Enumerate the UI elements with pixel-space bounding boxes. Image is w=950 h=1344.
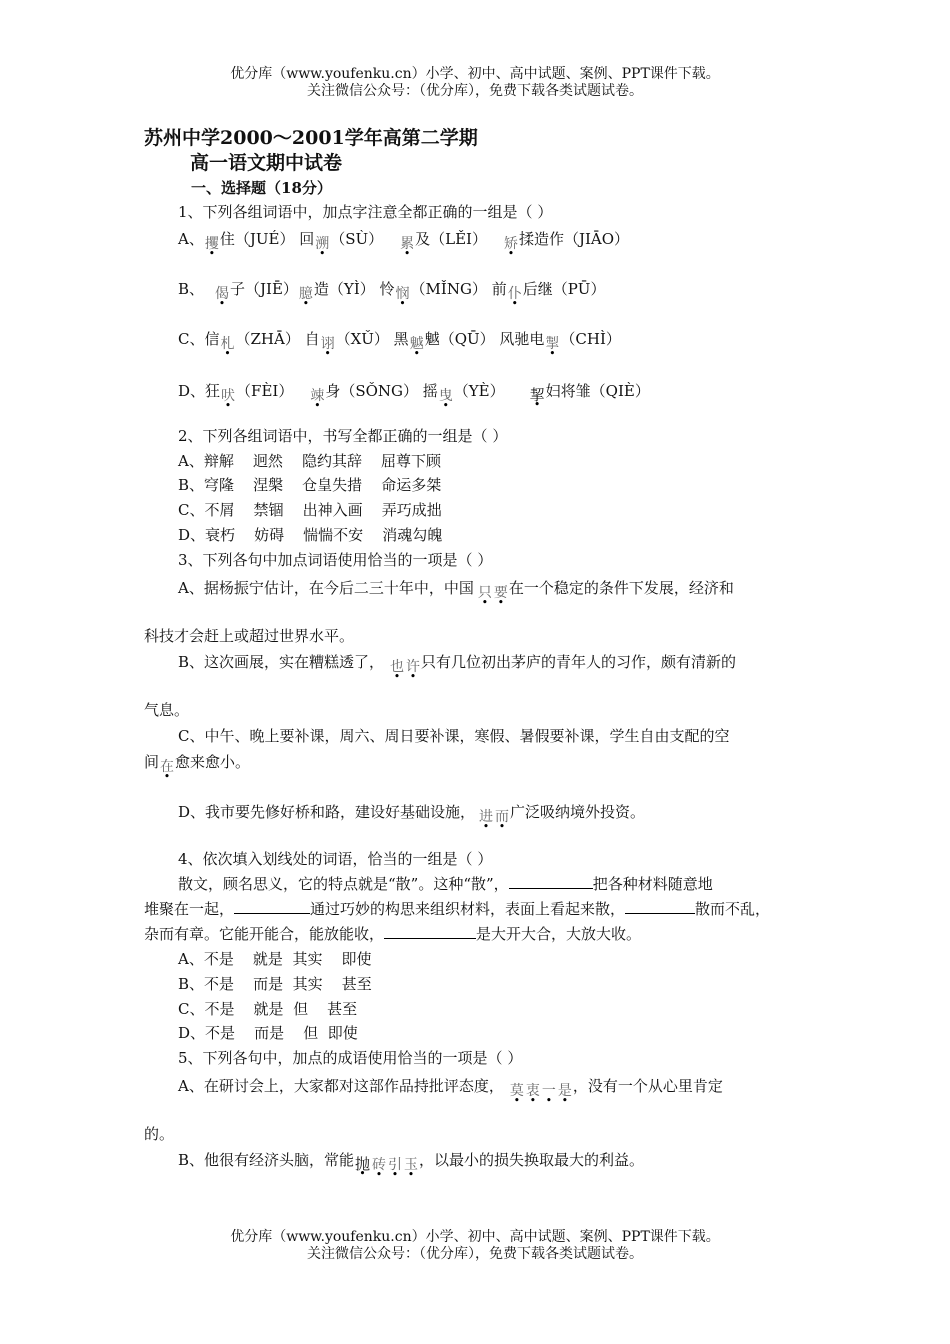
question-2-option-b: B、穹隆 涅槃 仓皇失措 命运多桀	[178, 476, 442, 494]
header-line-2: 关注微信公众号：（优分库），免费下载各类试题试卷。	[307, 83, 643, 99]
dotted-char: 悯	[395, 286, 410, 302]
dotted-char: 臆	[298, 286, 313, 302]
question-5-option-a: A、在研讨会上，大家都对这部作品持批评态度， 莫 衷 一 是，没有一个从心里肯定	[178, 1077, 723, 1099]
section-heading: 一、选择题（18分）	[191, 179, 332, 197]
dotted-char: 莫	[509, 1083, 524, 1099]
dotted-char: 札	[220, 336, 235, 352]
dotted-char: 累	[400, 236, 415, 252]
dotted-char: 要	[493, 585, 508, 601]
fill-blank	[509, 874, 593, 889]
dotted-char: 引	[388, 1157, 403, 1173]
question-4-passage-line-3: 杂而有章。它能开能合，能放能收， 是大开大合，大放大收。	[144, 925, 642, 943]
dotted-char: 魆	[409, 336, 424, 352]
question-4-option-b: B、不是 而是 其实 甚至	[178, 975, 372, 993]
dotted-char: 是	[557, 1083, 572, 1099]
question-3-option-c: C、中午、晚上要补课，周六、周日要补课，寒假、暑假要补课，学生自由支配的空	[178, 727, 730, 745]
question-1-option-d: D、狂吠（FÈI） 竦身（SǑNG） 摇曳（YÈ） 挈妇将雏（QIÈ）	[178, 382, 650, 404]
dotted-char: 抛	[355, 1155, 371, 1173]
page-header	[0, 66, 950, 100]
dotted-char: 只	[477, 585, 492, 601]
footer-line-1: 优分库（www.youfenku.cn）小学、初中、高中试题、案例、PPT课件下载。	[230, 1229, 720, 1245]
dotted-char: 挈	[529, 386, 545, 404]
question-1-option-c: C、信札（ZHĀ） 自诩（XǓ） 黑魆魆（QŪ） 风驰电掣（CHÌ）	[178, 330, 621, 352]
dotted-char: 竦	[310, 388, 325, 404]
question-2-option-c: C、不屑 禁锢 出神入画 弄巧成拙	[178, 501, 442, 519]
question-3-option-a: A、据杨振宁估计，在今后二三十年中，中国 只 要在一个稳定的条件下发展，经济和	[178, 579, 734, 601]
question-3-option-b: B、这次画展，实在糟糕透了， 也 许只有几位初出茅庐的青年人的习作，颇有清新的	[178, 653, 737, 675]
dotted-char: 矫	[503, 236, 518, 252]
question-1-stem: 1、下列各组词语中，加点字注意全都正确的一组是（ ）	[178, 203, 553, 221]
question-2-stem: 2、下列各组词语中，书写全都正确的一组是（ ）	[178, 427, 508, 445]
dotted-char: 许	[406, 659, 421, 675]
dotted-char: 一	[541, 1083, 556, 1099]
fill-blank	[234, 899, 310, 914]
exam-title-line-1: 苏州中学2000～2001学年高第二学期	[144, 127, 478, 149]
question-4-option-d: D、不是 而是 但 即使	[178, 1024, 358, 1042]
question-4-passage-line-2: 堆聚在一起， 通过巧妙的构思来组织材料，表面上看起来散， 散而不乱，	[144, 900, 771, 918]
dotted-char: 玉	[404, 1157, 419, 1173]
question-3-option-c-continued: 间在愈来愈小。	[144, 753, 251, 775]
dotted-char: 诩	[320, 336, 335, 352]
dotted-char: 偈	[215, 286, 230, 302]
dotted-char: 掣	[545, 336, 560, 352]
question-1-option-b: B、 偈子（JIĒ）臆造（YÌ） 怜悯（MǏNG） 前仆后继（PŪ）	[178, 280, 606, 302]
fill-blank	[384, 924, 476, 939]
question-3-option-d: D、我市要先修好桥和路，建设好基础设施， 进 而广泛吸纳境外投资。	[178, 803, 646, 825]
dotted-char: 攫	[204, 236, 219, 252]
question-4-option-c: C、不是 就是 但 甚至	[178, 1000, 358, 1018]
dotted-char: 曳	[438, 388, 453, 404]
page-footer	[0, 1229, 950, 1263]
exam-title-line-2: 高一语文期中试卷	[190, 152, 343, 174]
dotted-char: 仆	[507, 286, 522, 302]
dotted-char: 进	[479, 809, 494, 825]
dotted-char: 衷	[525, 1083, 540, 1099]
dotted-char: 在	[160, 759, 175, 775]
question-2-option-d: D、衰朽 妨碍 惴惴不安 消魂勾魄	[178, 526, 443, 544]
dotted-char: 溯	[315, 236, 330, 252]
header-line-1: 优分库（www.youfenku.cn）小学、初中、高中试题、案例、PPT课件下载。	[230, 66, 720, 82]
question-4-option-a: A、不是 就是 其实 即使	[178, 950, 372, 968]
dotted-char: 也	[390, 659, 405, 675]
question-3-option-b-continued: 气息。	[144, 701, 190, 719]
question-4-passage-line-1: 散文，顾名思义，它的特点就是“散”。这种“散”， 把各种材料随意地	[178, 875, 713, 893]
question-3-option-a-continued: 科技才会赶上或超过世界水平。	[144, 627, 355, 645]
question-3-stem: 3、下列各句中加点词语使用恰当的一项是（ ）	[178, 551, 493, 569]
question-5-option-a-continued: 的。	[144, 1125, 175, 1143]
dotted-char: 砖	[372, 1157, 387, 1173]
question-5-stem: 5、下列各句中，加点的成语使用恰当的一项是（ ）	[178, 1049, 523, 1067]
dotted-char: 吠	[221, 388, 236, 404]
question-1-option-a: A、攫住（JUÉ） 回溯（SÙ） 累及（LĚI） 矫揉造作（JIĀO）	[178, 230, 630, 252]
dotted-char: 而	[495, 809, 510, 825]
question-4-stem: 4、依次填入划线处的词语，恰当的一组是（ ）	[178, 850, 493, 868]
question-5-option-b: B、他很有经济头脑，常能抛 砖 引 玉，以最小的损失换取最大的利益。	[178, 1151, 645, 1173]
fill-blank	[625, 899, 695, 914]
question-2-option-a: A、辩解 迥然 隐约其辞 屈尊下顾	[178, 452, 442, 470]
footer-line-2: 关注微信公众号：（优分库），免费下载各类试题试卷。	[307, 1246, 643, 1262]
